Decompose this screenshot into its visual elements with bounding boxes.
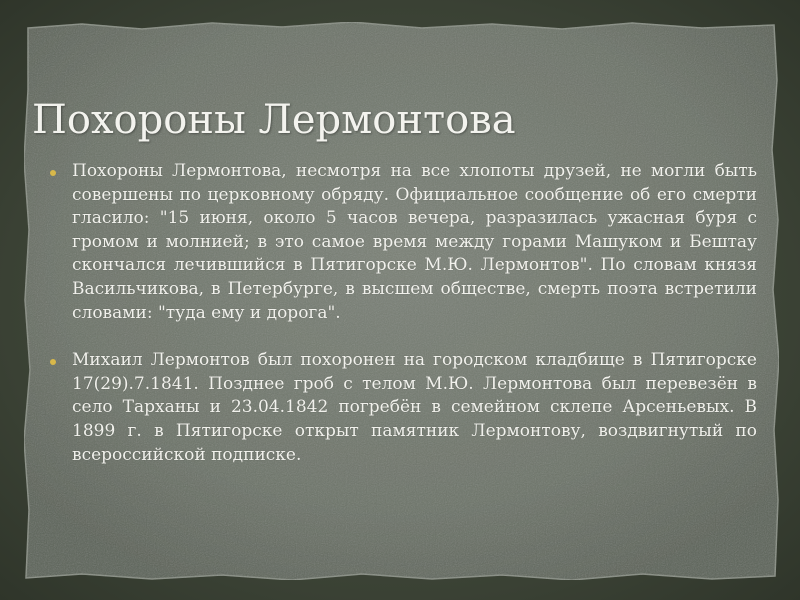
- bullet-item-burial: [50, 349, 757, 467]
- slide-title: Похороны Лермонтова: [32, 97, 516, 143]
- bullet-text: Похороны Лермонтова, несмотря на все хлопоты друзей, не могли быть совершены по церковному обряду. Официальное сообщение об его смерти гласило: "15 июня, около 5 часов вечера, разразилась ужасная буря с громом и молнией; в это самое время между горами Машуком и Бештау скончался лечившийся в Пятигорске М.Ю. Лермонтов". По словам князя Васильчикова, в Петербурге, в высшем обществе, смерть поэта встретили словами: "туда ему и дорога".: [72, 161, 757, 323]
- bullet-text: Михаил Лермонтов был похоронен на городском кладбище в Пятигорске 17(29).7.1841. Позднее гроб с телом М.Ю. Лермонтова был перевезён в село Тарханы и 23.04.1842 погребён в семейном склепе Арсеньевых. В 1899 г. в Пятигорске открыт памятник Лермонтову, воздвигнутый по всероссийской подписке.: [72, 350, 757, 465]
- bullet-item-funeral: [50, 160, 757, 325]
- bullet-list: [50, 160, 757, 467]
- bullet-dot-icon: [50, 170, 56, 176]
- paper-panel: [22, 20, 780, 582]
- bullet-dot-icon: [50, 359, 56, 365]
